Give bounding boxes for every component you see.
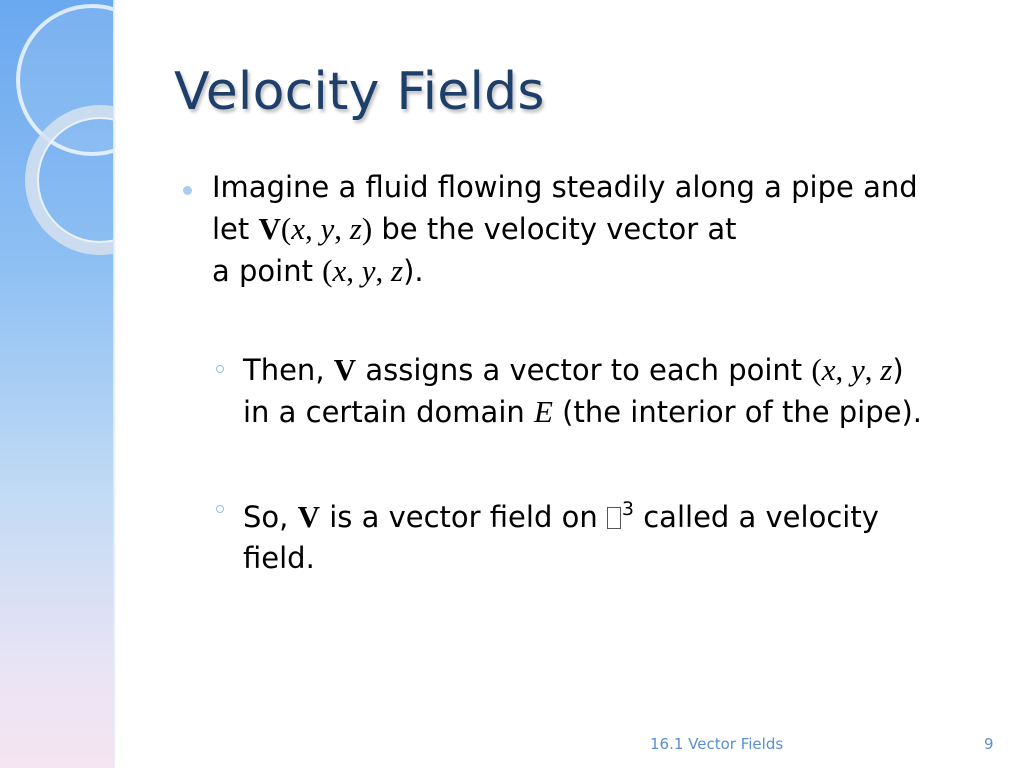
math-y: y [320,211,335,246]
math-z: z [391,253,404,288]
math-z: z [349,211,362,246]
math-y: y [851,352,865,387]
bullet-1-line-3 [212,250,992,292]
math-paren: ( [280,211,292,246]
sub-1-head: Then, [243,353,334,387]
math-paren: ( [811,352,822,387]
line-2-tail: be the velocity vector at [372,212,737,246]
sub-2-mid: is a vector field on [319,500,607,534]
missing-glyph-icon [607,507,621,529]
superscript-3: 3 [621,498,635,520]
let-word: let [212,212,259,246]
math-x: x [332,253,347,288]
bullet-icon [183,186,192,195]
footer-section-label: 16.1 Vector Fields [650,735,784,753]
math-x: x [291,211,305,246]
sidebar-edge [113,0,116,768]
sub-1-line-2-head: in a certain domain [243,395,534,429]
sub-1-line-2-tail: (the interior of the pipe). [552,395,923,429]
sub-bullet-item-1 [243,349,1003,433]
math-comma: , [835,352,851,387]
sub-1-mid: assigns a vector to each point [356,353,812,387]
sidebar-decoration [0,0,113,768]
bullet-item-1 [212,167,992,292]
vector-v: V [258,211,281,246]
vector-v: V [297,499,320,534]
math-comma: , [346,253,362,288]
math-comma: , [304,211,321,246]
vector-v: V [333,352,357,387]
math-y: y [361,253,376,288]
sub-2-head: So, [243,500,298,534]
domain-e: E [533,394,553,429]
bullet-1-line-2 [212,208,992,250]
deco-circle-large [18,6,113,154]
sub-bullet-icon [216,505,224,513]
line-3-head: a point [212,254,323,288]
math-paren: ) [361,211,373,246]
math-paren: ) [892,353,904,387]
math-comma: , [334,211,350,246]
decorative-circles [0,0,113,768]
point-close: ). [403,254,424,288]
bullet-1-line-1: Imagine a fluid flowing steadily along a pipe and [212,170,918,204]
sub-2-tail: called a velocity [634,500,879,534]
sub-2-line-2: field. [243,541,315,575]
sub-bullet-item-2 [243,489,1003,579]
sub-1-line-1 [243,349,1003,391]
math-comma: , [375,253,392,288]
sub-bullet-icon [216,365,224,373]
math-comma: , [864,352,881,387]
page-number: 9 [984,735,994,753]
slide-title: Velocity Fields [174,62,545,122]
sub-2-line-1 [243,489,1003,538]
math-z: z [880,352,893,387]
math-paren: ( [322,253,333,288]
sub-1-line-2 [243,391,1003,433]
math-x: x [821,352,836,387]
